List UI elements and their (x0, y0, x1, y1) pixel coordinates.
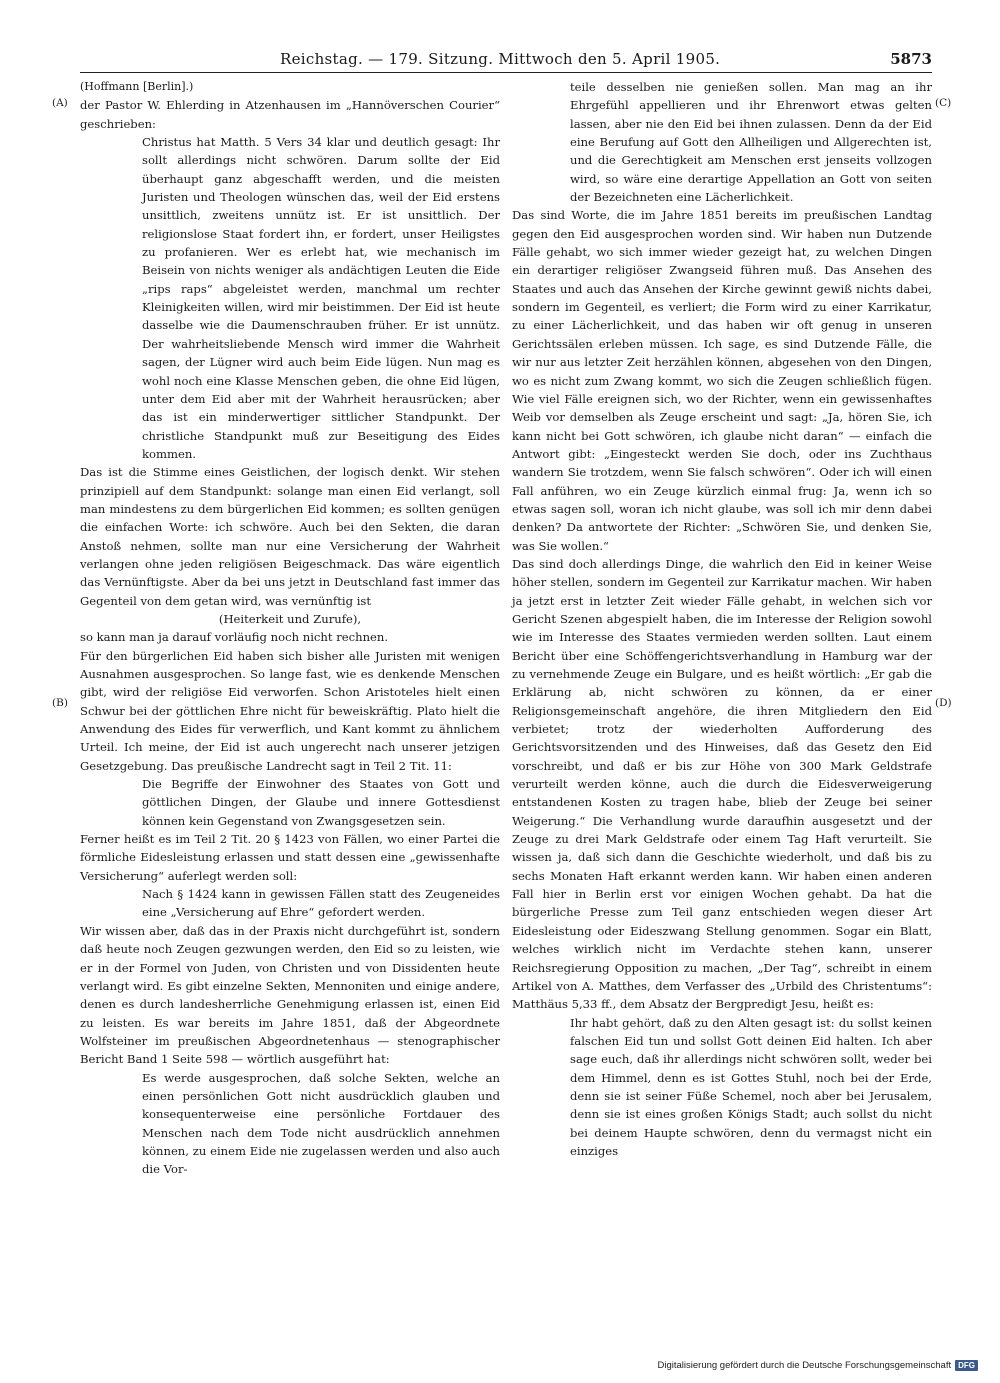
interjection: (Heiterkeit und Zurufe), (218, 611, 362, 626)
page-title: Reichstag. — 179. Sitzung. Mittwoch den 5. April 1905. (280, 50, 721, 68)
page-number: 5873 (890, 50, 932, 68)
right-column (512, 78, 932, 1160)
speaker-label: (Hoffmann [Berlin].) (80, 80, 194, 93)
quotation: teile desselben nie genießen sollen. Man mag an ihr Ehrgefühl appellieren und ihr Ehrenwort etwas gelten lassen, aber nie den Eid bei ihnen zulassen. Denn da der Eid eine Berufung auf Gott den Allheiligen und Allgerechten ist, und die Gerechtigkeit am Menschen erst jenseits vollzogen wird, so wäre eine derartige Appellation an Gott von seiten der Bezeichneten eine Lächerlichkeit. (570, 80, 932, 205)
paragraph: Das sind doch allerdings Dinge, die wahrlich den Eid in keiner Weise höher stellen, sondern im Gegenteil zur Karrikatur machen. Wir haben ja jetzt erst in letzter Zeit wieder Fälle gehabt, in welchen sich vor Gericht Szenen abgespielt haben, die im Interesse der Religion sowohl wie im Interesse des Staates vermieden werden sollten. Laut einem Bericht über eine Schöffengerichtsverhandlung in Hamburg war der zu vernehmende Zeuge ein Bulgare, und es heißt wörtlich: „Er gab die Erklärung ab, nicht schwören zu können, da er einer Religionsgemeinschaft angehöre, die ihren Mitgliedern den Eid verbietet; trotz der wiederholten Aufforderung des Gerichtsvorsitzenden und des Hinweises, daß das Gesetz den Eid vorschreibt, und daß er bis zur Höhe von 300 Mark Geldstrafe verurteilt werden könne, auch die durch die Eidesverweigerung entstandenen Kosten zu tragen habe, blieb der Zeuge bei seiner Weigerung.“ Die Verhandlung wurde daraufhin ausgesetzt und der Zeuge zu drei Mark Geldstrafe oder einem Tag Haft verurteilt. Sie wissen ja, daß sich dann die Geschichte wiederholt, und daß bis zu sechs Monaten Haft erkannt werden kann. Wir haben einen anderen Fall hier in Berlin erst vor einigen Wochen gehabt. Da hat die bürgerliche Presse zum Teil ganz entschieden wegen dieser Art Eidesleistung oder Eideszwang Stellung genommen. Sogar ein Blatt, welches wirklich nicht im Verdachte stehen kann, unserer Reichsregierung Opposition zu machen, „Der Tag“, schreibt in einem Artikel von A. Matthes, dem Verfasser des „Urbild des Christentums“: Matthäus 5,33 ff., dem Absatz der Bergpredigt Jesu, heißt es: (512, 556, 932, 1012)
left-column (80, 78, 500, 1179)
quotation: Nach § 1424 kann in gewissen Fällen statt des Zeugeneides eine „Versicherung auf Ehre“ gefordert werden. (142, 887, 500, 920)
margin-marker-b: (B) (52, 697, 68, 709)
quotation: Ihr habt gehört, daß zu den Alten gesagt ist: du sollst keinen falschen Eid tun und sollst Gott deinen Eid halten. Ich aber sage euch, daß ihr allerdings nicht schwören sollt, weder bei dem Himmel, denn es ist Gottes Stuhl, noch bei der Erde, denn sie ist seiner Füße Schemel, noch aber bei Jerusalem, denn sie ist eines großen Königs Stadt; auch sollst du nicht bei deinem Haupte schwören, denn du vermagst nicht ein einziges (570, 1015, 932, 1158)
paragraph: Das sind Worte, die im Jahre 1851 bereits im preußischen Landtag gegen den Eid ausgesprochen worden sind. Wir haben nun Dutzende Fälle gehabt, wo sich immer wieder gezeigt hat, zu welchen Dingen ein derartiger religiöser Zwangseid führen muß. Das Ansehen des Staates und auch das Ansehen der Kirche gewinnt gewiß nichts dabei, sondern im Gegenteil, es verliert; die Form wird zu einer Karrikatur, zu einer Lächerlichkeit, und das haben wir oft genug in unseren Gerichtssälen erleben müssen. Ich sage, es sind Dutzende Fälle, die wir nur aus letzter Zeit herzählen können, abgesehen von den Dingen, wo es nicht zum Zwang kommt, wo sich die Zeugen schließlich fügen. Wie viel Fälle ereignen sich, wo der Richter, wenn ein gewissenhaftes Weib vor demselben als Zeuge erscheint und sagt: „Ja, hören Sie, ich kann nicht bei Gott schwören, ich glaube nicht daran“ — einfach die Antwort gibt: „Eingesteckt werden Sie doch, oder ins Zuchthaus wandern Sie trotzdem, wenn Sie falsch schwören“. Oder ich will einen Fall anführen, wo ein Zeuge kürzlich einmal frug: Ja, wenn ich so etwas sagen soll, woran ich nicht glaube, was soll ich mir denn dabei denken? Da antwortete der Richter: „Schwören Sie, und denken Sie, was Sie wollen.“ (512, 208, 932, 553)
page-header (80, 50, 932, 73)
margin-marker-c: (C) (935, 97, 952, 109)
dfg-logo-icon: DFG (955, 1360, 978, 1371)
paragraph: Wir wissen aber, daß das in der Praxis nicht durchgeführt ist, sondern daß heute noch Zeugen gezwungen werden, den Eid so zu leisten, wie er in der Formel von Juden, von Christen und von Dissidenten heute verlangt wird. Es gibt einzelne Sekten, Mennoniten und einige andere, denen es durch landesherrliche Genehmigung erlassen ist, einen Eid zu leisten. Es war bereits im Jahre 1851, daß der Abgeordnete Wolfsteiner im preußischen Abgeordnetenhaus — stenographischer Bericht Band 1 Seite 598 — wörtlich ausgeführt hat: (80, 923, 500, 1067)
quotation: Christus hat Matth. 5 Vers 34 klar und deutlich gesagt: Ihr sollt allerdings nicht schwören. Darum sollte der Eid überhaupt ganz abgeschafft werden, und die meisten Juristen und Theologen wünschen das, weil der Eid erstens unsittlich, zweitens unnütz ist. Er ist unsittlich. Der religionslose Staat fordert ihn, er fordert, unser Heiligstes zu profanieren. Wer es erlebt hat, wie mechanisch im Beisein von nichts weniger als andächtigen Leuten die Eide „rips raps“ abgeleistet werden, manchmal um rechter Kleinigkeiten willen, wird mir beistimmen. Der Eid ist heute dasselbe wie die Daumenschrauben früher. Er ist unnütz. Der wahrheitsliebende Mensch wird immer die Wahrheit sagen, der Lügner wird auch beim Eide lügen. Nun mag es wohl noch eine Klasse Menschen geben, die ohne Eid lügen, unter dem Eid aber mit der Wahrheit herausrücken; aber das ist ein minderwertiger sittlicher Standpunkt. Der christliche Standpunkt muß zur Beseitigung des Eides kommen. (142, 135, 500, 461)
paragraph: Ferner heißt es im Teil 2 Tit. 20 § 1423 von Fällen, wo einer Partei die förmliche Eidesleistung erlassen und statt dessen eine „gewissenhafte Versicherung“ auferlegt werden soll: (80, 832, 500, 883)
footer (658, 1360, 979, 1371)
margin-marker-d: (D) (935, 697, 952, 709)
paragraph: Für den bürgerlichen Eid haben sich bisher alle Juristen mit wenigen Ausnahmen ausgesprochen. So lange fast, wie es denkende Menschen gibt, wird der religiöse Eid verworfen. Schon Aristoteles hielt einen Schwur bei der göttlichen Ehre nicht für beweiskräftig. Plato hielt die Anwendung des Eides für verwerflich, und Kant kommt zu ähnlichem Urteil. Ich meine, der Eid ist auch ungerecht nach unserer jetzigen Gesetzgebung. Das preußische Landrecht sagt in Teil 2 Tit. 11: (80, 648, 500, 773)
quotation: Es werde ausgesprochen, daß solche Sekten, welche an einen persönlichen Gott nicht ausdrücklich glauben und konsequenterweise eine persönliche Fortdauer des Menschen nach dem Tode nicht ausdrücklich annehmen können, zu einem Eide nie zugelassen werden und also auch die Vor- (142, 1070, 500, 1177)
paragraph: der Pastor W. Ehlerding in Atzenhausen im „Hannöverschen Courier“ geschrieben: (80, 98, 500, 131)
quotation: Die Begriffe der Einwohner des Staates von Gott und göttlichen Dingen, der Glaube und innere Gottesdienst können kein Gegenstand von Zwangsgesetzen sein. (142, 777, 500, 828)
footer-credit: Digitalisierung gefördert durch die Deutsche Forschungsgemeinschaft (657, 1360, 952, 1371)
paragraph: so kann man ja darauf vorläufig noch nicht rechnen. (80, 630, 389, 645)
margin-marker-a: (A) (52, 97, 68, 109)
paragraph: Das ist die Stimme eines Geistlichen, der logisch denkt. Wir stehen prinzipiell auf dem Standpunkt: solange man einen Eid verlangt, soll man mindestens zu dem bürgerlichen Eid kommen; es sollten genügen die einfachen Worte: ich schwöre. Auch bei den Sekten, die daran Anstoß nehmen, sollte man nur eine Versicherung der Wahrheit verlangen ohne jeden religiösen Beigeschmack. Das wäre eigentlich das Vernünftigste. Aber da bei uns jetzt in Deutschland fast immer das Gegenteil von dem getan wird, was vernünftig ist (80, 465, 500, 608)
